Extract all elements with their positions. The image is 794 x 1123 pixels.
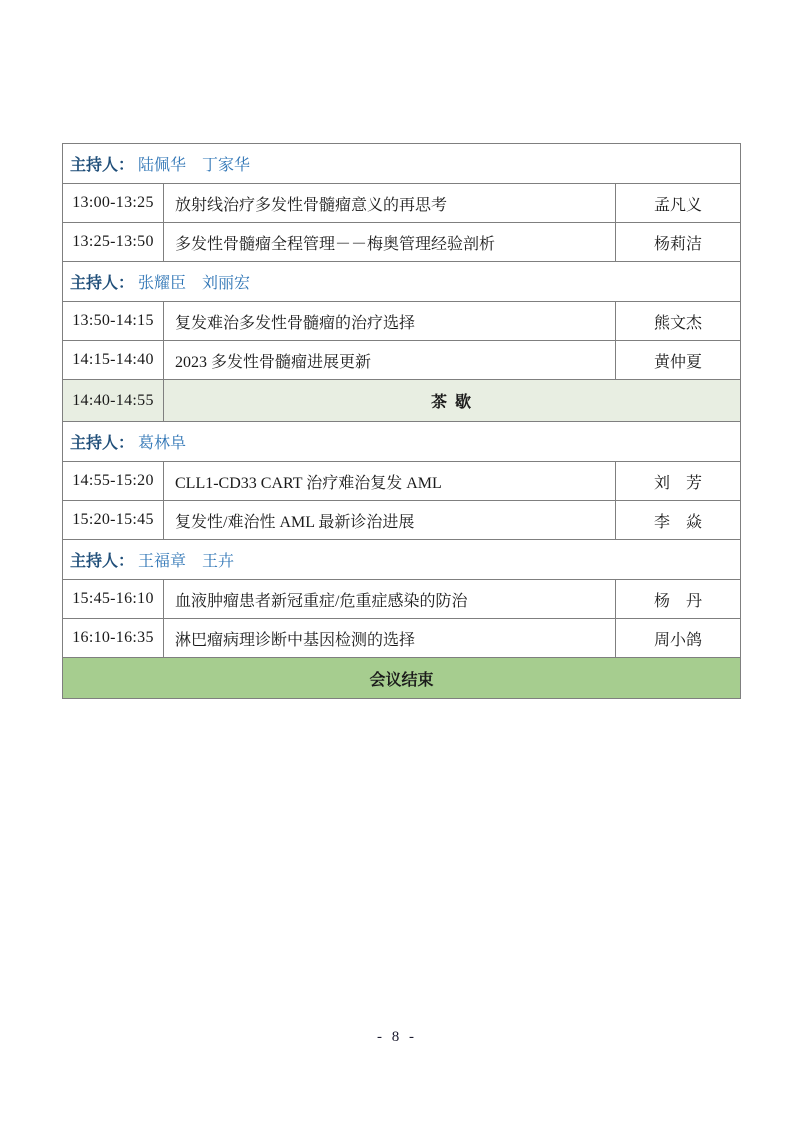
session-time: 15:45-16:10 [63,580,164,619]
session-speaker: 熊文杰 [616,302,741,341]
session-row [63,302,741,341]
moderator-cell [63,262,741,302]
meeting-end-row [63,658,741,699]
session-time: 15:20-15:45 [63,501,164,540]
session-row [63,580,741,619]
session-topic: 复发难治多发性骨髓瘤的治疗选择 [164,302,616,341]
moderator-row [63,422,741,462]
session-topic: 放射线治疗多发性骨髓瘤意义的再思考 [164,184,616,223]
session-topic: 2023 多发性骨髓瘤进展更新 [164,341,616,380]
session-speaker: 杨 丹 [616,580,741,619]
session-row [63,462,741,501]
moderator-cell [63,540,741,580]
moderator-label: 主持人： [70,275,135,292]
session-row [63,341,741,380]
session-row [63,184,741,223]
session-speaker: 刘 芳 [616,462,741,501]
tea-break-row [63,380,741,422]
moderator-row [63,144,741,184]
moderator-row [63,262,741,302]
moderator-names: 陆佩华 丁家华 [138,157,251,174]
session-time: 14:55-15:20 [63,462,164,501]
session-speaker: 周小鸽 [616,619,741,658]
session-row [63,619,741,658]
moderator-label: 主持人： [70,553,135,570]
agenda-table [62,143,741,699]
session-time: 13:25-13:50 [63,223,164,262]
session-speaker: 孟凡义 [616,184,741,223]
moderator-row [63,540,741,580]
session-row [63,223,741,262]
moderator-names: 王福章 王卉 [138,553,235,570]
moderator-cell [63,144,741,184]
meeting-end-label: 会议结束 [63,658,741,699]
moderator-label: 主持人： [70,157,135,174]
session-topic: 淋巴瘤病理诊断中基因检测的选择 [164,619,616,658]
session-time: 13:00-13:25 [63,184,164,223]
moderator-names: 张耀臣 刘丽宏 [138,275,251,292]
session-topic: 血液肿瘤患者新冠重症/危重症感染的防治 [164,580,616,619]
session-time: 14:15-14:40 [63,341,164,380]
session-speaker: 黄仲夏 [616,341,741,380]
session-topic: 复发性/难治性 AML 最新诊治进展 [164,501,616,540]
moderator-cell [63,422,741,462]
session-speaker: 杨莉洁 [616,223,741,262]
session-time: 16:10-16:35 [63,619,164,658]
break-time: 14:40-14:55 [63,380,164,422]
session-topic: 多发性骨髓瘤全程管理－－梅奥管理经验剖析 [164,223,616,262]
session-row [63,501,741,540]
page-number: - 8 - [377,1029,417,1045]
session-topic: CLL1-CD33 CART 治疗难治复发 AML [164,462,616,501]
break-label: 茶 歇 [164,380,741,422]
session-time: 13:50-14:15 [63,302,164,341]
session-speaker: 李 焱 [616,501,741,540]
moderator-names: 葛林阜 [138,435,187,452]
moderator-label: 主持人： [70,435,135,452]
